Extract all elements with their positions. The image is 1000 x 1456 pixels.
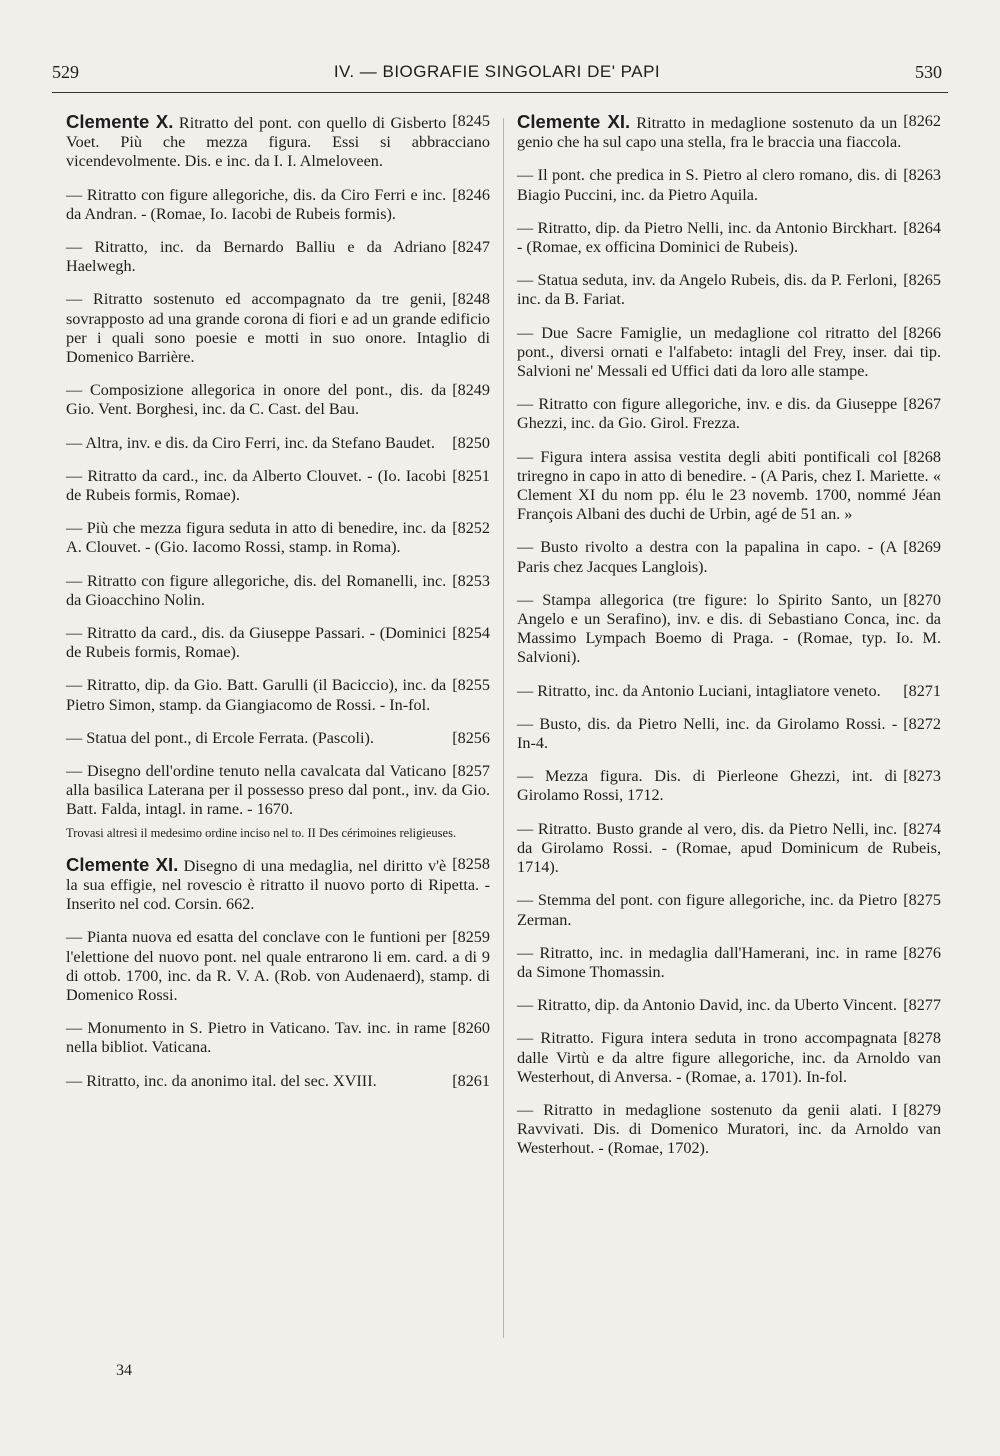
entry-text: — Ritratto con figure allegoriche, dis. del Romanelli, inc. da Gioacchino Nolin. [66, 571, 447, 609]
entry-text: — Stampa allegorica (tre figure: lo Spirito Santo, un Angelo e un Serafino), inv. e dis. di Sebastiano Conca, inc. da Massimo Lympach Boemo di Praga. - (Romae, typ. Io. M. Salvioni). [517, 590, 941, 667]
catalog-entry [517, 112, 941, 152]
catalog-entry [517, 271, 941, 309]
entry-number: [8274 [903, 819, 941, 838]
entry-text: — Busto, dis. da Pietro Nelli, inc. da Girolamo Rossi. - In-4. [517, 714, 898, 753]
entry-text: — Ritratto. Busto grande al vero, dis. da Pietro Nelli, inc. da Girolamo Rossi. - (Romae, apud Dominicum de Rubeis, 1714). [517, 819, 941, 877]
entry-text: Ritratto del pont. con quello di Gisberto Voet. Più che mezza figura. Essi si abbracciano vicendevolmente. Dis. e inc. da I. I. Almeloveen. [66, 114, 490, 171]
entry-text: — Mezza figura. Dis. di Pierleone Ghezzi, int. di Girolamo Rossi, 1712. [517, 767, 898, 805]
running-title: IV. — BIOGRAFIE SINGOLARI DE' PAPI [333, 62, 661, 81]
entry-number: [8270 [903, 590, 941, 609]
entry-text: — Ritratto, inc. da anonimo ital. del sec. XVIII. [66, 1071, 377, 1090]
entry-number: [8254 [452, 624, 490, 643]
catalog-entry [517, 591, 941, 668]
catalog-entry [66, 676, 490, 714]
entry-text: — Ritratto, inc. da Bernardo Balliu e da Adriano Haelwegh. [66, 238, 447, 276]
entry-number: [8269 [903, 538, 941, 557]
entry-number: [8249 [452, 381, 490, 400]
entry-number: [8264 [903, 218, 941, 237]
entry-note: Trovasi altresì il medesimo ordine inciso nel to. II Des cérimoines religieuses. [66, 825, 457, 840]
catalog-entry [66, 624, 490, 662]
entry-number: [8258 [452, 854, 490, 873]
catalog-entry [517, 944, 941, 982]
entry-text: — Ritratto con figure allegoriche, inv. e dis. da Giuseppe Ghezzi, inc. da Gio. Girol. Frezza. [517, 395, 898, 433]
entry-number: [8260 [452, 1019, 490, 1038]
entry-text: — Figura intera assisa vestita degli abiti pontificali col triregno in capo in atto di benedire. - (A Paris, chez I. Mariette. « Clement XI du nom pp. élu le 23 novemb. 1700, nommé Jéan François Albani des duchi de Urbin, agé de 51 an. » [517, 447, 941, 524]
entry-text: Disegno di una medaglia, nel diritto v'è la sua effigie, nel rovescio è ritratto il nuovo porto di Ripetta. - Inserito nel cod. Corsin. 662. [66, 856, 490, 914]
entry-text: — Stemma del pont. con figure allegoriche, inc. da Pietro Zerman. [517, 891, 898, 929]
entry-number: [8267 [903, 395, 941, 414]
catalog-entry [517, 682, 941, 701]
entry-text: Ritratto in medaglione sostenuto da un genio che ha sul capo una stella, fra le braccia una fiaccola. [517, 114, 902, 152]
entry-number: [8245 [452, 112, 490, 130]
catalog-entry [66, 928, 490, 1005]
entry-number: [8256 [452, 728, 490, 747]
page-header [52, 62, 942, 88]
entry-number: [8266 [903, 323, 941, 342]
catalog-entry [66, 855, 490, 915]
entry-text: — Ritratto da card., inc. da Alberto Clouvet. - (Io. Iacobi de Rubeis formis, Romae). [66, 466, 447, 505]
catalog-entry [66, 186, 490, 224]
entry-number: [8255 [452, 676, 490, 695]
catalog-entry [517, 324, 941, 382]
entry-number: [8275 [903, 891, 941, 910]
entry-number: [8253 [452, 571, 490, 590]
entry-number: [8257 [452, 762, 490, 781]
entry-text: — Ritratto. Figura intera seduta in trono accompagnata dalle Virtù e da altre figure allegoriche, inc. da Arnoldo van Westerhout, di Anversa. - (Romae, a. 1701). In-fol. [517, 1029, 941, 1086]
catalog-entry [66, 1072, 490, 1091]
entry-text: — Il pont. che predica in S. Pietro al clero romano, dis. di Biagio Puccini, inc. da Pietro Aquila. [517, 166, 898, 204]
entry-text: — Statua del pont., di Ercole Ferrata. (Pascoli). [66, 728, 374, 747]
catalog-entry [66, 290, 490, 367]
entry-number: [8261 [452, 1071, 490, 1090]
catalog-entry [66, 381, 490, 419]
entry-number: [8262 [903, 112, 941, 130]
signature-mark: 34 [116, 1362, 132, 1379]
catalog-entry [517, 538, 941, 576]
catalog-entry [517, 1101, 941, 1159]
entry-number: [8259 [452, 928, 490, 947]
entry-text: — Più che mezza figura seduta in atto di benedire, inc. da A. Clouvet. - (Gio. Iacomo Rossi, stamp. in Roma). [66, 519, 447, 557]
entry-number: [8278 [903, 1029, 941, 1048]
page-number-left: 529 [52, 62, 79, 82]
pope-heading: Clemente XI. [66, 853, 179, 875]
catalog-entry [66, 572, 490, 610]
catalog-entry [517, 395, 941, 433]
entry-number: [8250 [452, 433, 490, 452]
entry-number: [8248 [452, 290, 490, 309]
entry-number: [8265 [903, 271, 941, 290]
catalog-entry [517, 219, 941, 257]
entry-number: [8246 [452, 185, 490, 204]
entry-number: [8251 [452, 466, 490, 485]
catalog-entry [66, 519, 490, 557]
entry-text: — Ritratto in medaglione sostenuto da genii alati. I Ravvivati. Dis. di Domenico Muratori, inc. da Arnoldo van Westerhout. - (Romae, 1702). [517, 1100, 941, 1158]
entry-number: [8272 [903, 714, 941, 733]
entry-text: — Due Sacre Famiglie, un medaglione col ritratto del pont., diversi ornati e l'alfabeto: intagli del Frey, inser. dai tip. Salvioni ne' Messali ed Uffici dati da loro alle stampe. [517, 323, 941, 381]
entry-text: — Ritratto, dip. da Pietro Nelli, inc. da Antonio Birckhart. - (Romae, ex officina Dominici de Rubeis). [517, 218, 898, 257]
entry-text: — Ritratto, inc. in medaglia dall'Hamerani, inc. in rame da Simone Thomassin. [517, 943, 898, 981]
entry-text: — Monumento in S. Pietro in Vaticano. Tav. inc. in rame nella bibliot. Vaticana. [66, 1019, 447, 1057]
page-number-right: 530 [915, 62, 942, 82]
catalog-entry [66, 112, 490, 172]
entry-text: — Altra, inv. e dis. da Ciro Ferri, inc. da Stefano Baudet. [66, 433, 435, 452]
catalog-entry [66, 238, 490, 276]
entry-text: — Busto rivolto a destra con la papalina in capo. - (A Paris chez Jacques Langlois). [517, 538, 898, 576]
column-divider [503, 118, 504, 1338]
catalog-entry [517, 891, 941, 929]
entry-number: [8276 [903, 943, 941, 962]
entry-text: — Ritratto sostenuto ed accompagnato da tre genii, sovrapposto ad una grande corona di fiori e ad un grande edificio per i quali sono poesie e motti in suo onore. Intaglio di Domenico Barrière. [66, 290, 490, 367]
entry-number: [8252 [452, 519, 490, 538]
catalog-entry [66, 467, 490, 505]
catalog-entry [66, 729, 490, 748]
catalog-entry [66, 762, 490, 820]
entry-text: — Ritratto, dip. da Antonio David, inc. da Uberto Vincent. [517, 996, 897, 1015]
pope-heading: Clemente XI. [517, 111, 631, 132]
entry-number: [8279 [903, 1100, 941, 1119]
catalog-entry [517, 767, 941, 805]
entry-text: — Ritratto, dip. da Gio. Batt. Garulli (il Baciccio), inc. da Pietro Simon, stamp. da Giangiacomo de Rossi. - In-fol. [66, 676, 447, 714]
catalog-entry [517, 448, 941, 525]
header-rule [52, 92, 948, 93]
entry-text: — Ritratto da card., dis. da Giuseppe Passari. - (Dominici de Rubeis formis, Romae). [66, 624, 447, 662]
entry-text: — Composizione allegorica in onore del pont., dis. da Gio. Vent. Borghesi, inc. da C. Cast. del Bau. [66, 381, 447, 419]
entry-text: — Ritratto con figure allegoriche, dis. da Ciro Ferri e inc. da Andran. - (Romae, Io. Iacobi de Rubeis formis). [66, 185, 447, 223]
pope-heading: Clemente X. [66, 111, 174, 132]
catalog-entry [517, 715, 941, 753]
entry-text: — Statua seduta, inv. da Angelo Rubeis, dis. da P. Ferloni, inc. da B. Fariat. [517, 271, 898, 309]
entry-number: [8277 [903, 996, 941, 1015]
catalog-entry [517, 1029, 941, 1087]
entry-text: — Disegno dell'ordine tenuto nella cavalcata dal Vaticano alla basilica Laterana per il possesso preso dal pont., inv. da Gio. Batt. Falda, intagl. in rame. - 1670. [66, 762, 490, 819]
entry-text: — Pianta nuova ed esatta del conclave con le funtioni per l'elettione del nuovo pont. nel quale entrarono li em. card. a di 9 di ottob. 1700, inc. da R. V. A. (Rob. von Audenaerd), stamp. di Domenico Rossi. [66, 928, 490, 1004]
entry-number: [8263 [903, 166, 941, 185]
catalog-entry [517, 996, 941, 1015]
entry-number: [8273 [903, 767, 941, 786]
entry-text: — Ritratto, inc. da Antonio Luciani, intagliatore veneto. [517, 681, 881, 700]
catalog-entry [66, 1019, 490, 1057]
entry-number: [8271 [903, 681, 941, 700]
catalog-entry [517, 820, 941, 878]
entry-number: [8268 [903, 447, 941, 466]
right-column [517, 112, 941, 1173]
catalog-entry [66, 434, 490, 453]
catalog-entry [517, 166, 941, 204]
left-column [66, 112, 490, 1105]
entry-number: [8247 [452, 238, 490, 257]
